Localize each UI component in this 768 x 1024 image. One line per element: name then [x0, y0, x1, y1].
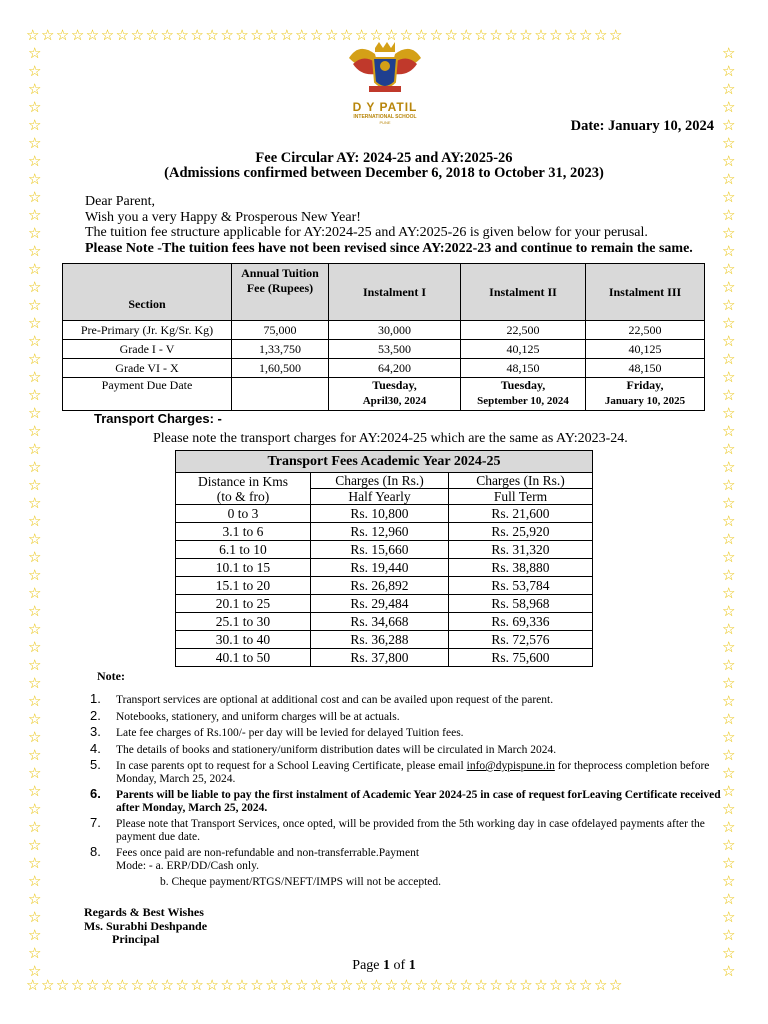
- page-number: Page 1 of 1: [352, 958, 416, 973]
- transport-heading: Transport Charges: -: [94, 411, 222, 426]
- email-link[interactable]: info@dypispune.in: [466, 760, 555, 772]
- star-border-top: ☆☆☆☆☆☆☆☆☆☆☆☆☆☆☆☆☆☆☆☆☆☆☆☆☆☆☆☆☆☆☆☆☆☆☆☆☆☆☆☆: [26, 26, 624, 44]
- regards: Regards & Best Wishes: [84, 905, 204, 919]
- intro: The tuition fee structure applicable for AY:2024-25 and AY:2025-26 is given below for your perusal.: [85, 225, 648, 240]
- list-item: 2. Notebooks, stationery, and uniform charges will be at actuals.: [90, 707, 400, 723]
- cell: 75,000: [232, 321, 329, 340]
- star-border-right: ☆ ☆ ☆ ☆ ☆ ☆ ☆ ☆ ☆ ☆ ☆ ☆ ☆ ☆ ☆ ☆ ☆ ☆ ☆ ☆ ☆ ☆ ☆ ☆ ☆ ☆ ☆ ☆ ☆ ☆ ☆ ☆ ☆ ☆ ☆ ☆ ☆ ☆ ☆ ☆ ☆ ☆ ☆ ☆ ☆ ☆ ☆ ☆ ☆ ☆ ☆ ☆: [722, 44, 736, 976]
- cell: 64,200: [329, 359, 461, 378]
- cell: 1,60,500: [232, 359, 329, 378]
- cell: 1,33,750: [232, 340, 329, 359]
- cell: 40,125: [461, 340, 586, 359]
- cell: Rs. 10,800: [311, 505, 449, 523]
- cell: Rs. 26,892: [311, 577, 449, 595]
- cell: 20.1 to 25: [176, 595, 311, 613]
- cell: 3.1 to 6: [176, 523, 311, 541]
- transport-fee-table: [175, 450, 593, 667]
- cell: Payment Due Date: [63, 378, 232, 411]
- cell: 15.1 to 20: [176, 577, 311, 595]
- logo-city: PUNE: [379, 120, 391, 125]
- cell: 30.1 to 40: [176, 631, 311, 649]
- cell: Rs. 31,320: [449, 541, 593, 559]
- greeting: Wish you a very Happy & Prosperous New Year!: [85, 209, 361, 225]
- col-instalment-2: Instalment II: [461, 264, 586, 321]
- cell: 30,000: [329, 321, 461, 340]
- col-half-yearly: Charges (In Rs.) Half Yearly: [311, 473, 449, 505]
- logo-subtitle: INTERNATIONAL SCHOOL: [353, 114, 417, 120]
- cell: Rs. 12,960: [311, 523, 449, 541]
- col-section: Section: [63, 264, 232, 321]
- circular-date: Date: January 10, 2024: [570, 118, 714, 134]
- cell: Rs. 37,800: [311, 649, 449, 667]
- signature-block: [84, 905, 207, 933]
- table-row: [176, 631, 593, 649]
- transport-note: Please note the transport charges for AY:2024-25 which are the same as AY:2023-24.: [153, 431, 628, 446]
- cell: Rs. 38,880: [449, 559, 593, 577]
- list-item: 4. The details of books and stationery/uniform distribution dates will be circulated in March 2024.: [90, 740, 557, 756]
- cell: Rs. 58,968: [449, 595, 593, 613]
- due-date-2: Tuesday, September 10, 2024: [461, 378, 586, 411]
- cell: Rs. 15,660: [311, 541, 449, 559]
- cell: Rs. 29,484: [311, 595, 449, 613]
- payment-due-row: [63, 378, 705, 411]
- crest-icon: [345, 40, 425, 102]
- cell: Grade VI - X: [63, 359, 232, 378]
- cell: 53,500: [329, 340, 461, 359]
- tuition-fee-table: [62, 263, 705, 411]
- cell: Rs. 69,336: [449, 613, 593, 631]
- col-distance: Distance in Kms (to & fro): [176, 473, 311, 505]
- table-row: [63, 321, 705, 340]
- cell: Rs. 36,288: [311, 631, 449, 649]
- cell: 10.1 to 15: [176, 559, 311, 577]
- transport-table-caption: Transport Fees Academic Year 2024-25: [176, 451, 593, 473]
- table-row: [176, 559, 593, 577]
- table-row: [176, 541, 593, 559]
- cell: Rs. 21,600: [449, 505, 593, 523]
- table-row: [176, 649, 593, 667]
- notes-heading: Note:: [97, 669, 125, 683]
- table-row: [176, 595, 593, 613]
- circular-subtitle: (Admissions confirmed between December 6, 2018 to October 31, 2023): [164, 165, 604, 181]
- table-row: [176, 613, 593, 631]
- list-item: 1. Transport services are optional at additional cost and can be availed upon request of the parent.: [90, 691, 554, 706]
- cell: 40,125: [586, 340, 705, 359]
- school-logo: [345, 40, 425, 124]
- due-date-3: Friday, January 10, 2025: [586, 378, 705, 411]
- cell: Rs. 25,920: [449, 523, 593, 541]
- cell: 48,150: [461, 359, 586, 378]
- list-item: 5. In case parents opt to request for a School Leaving Certificate, please email info@dypispune.in for theprocess completion before Monday, March 25, 2024.: [90, 757, 710, 785]
- star-border-left: ☆ ☆ ☆ ☆ ☆ ☆ ☆ ☆ ☆ ☆ ☆ ☆ ☆ ☆ ☆ ☆ ☆ ☆ ☆ ☆ ☆ ☆ ☆ ☆ ☆ ☆ ☆ ☆ ☆ ☆ ☆ ☆ ☆ ☆ ☆ ☆ ☆ ☆ ☆ ☆ ☆ ☆ ☆ ☆ ☆ ☆ ☆ ☆ ☆ ☆ ☆ ☆: [28, 44, 42, 976]
- cell: 48,150: [586, 359, 705, 378]
- cell: 22,500: [586, 321, 705, 340]
- cell: 6.1 to 10: [176, 541, 311, 559]
- cell: 22,500: [461, 321, 586, 340]
- list-item: 7. Please note that Transport Services, once opted, will be provided from the 5th working day in case ofdelayed payments after the payment due date.: [90, 815, 705, 843]
- star-border-bottom: ☆☆☆☆☆☆☆☆☆☆☆☆☆☆☆☆☆☆☆☆☆☆☆☆☆☆☆☆☆☆☆☆☆☆☆☆☆☆☆☆: [26, 976, 624, 994]
- due-date-1: Tuesday, April30, 2024: [329, 378, 461, 411]
- col-full-term: Charges (In Rs.) Full Term: [449, 473, 593, 505]
- signatory-name: Ms. Surabhi Deshpande: [84, 919, 208, 933]
- cell: Rs. 75,600: [449, 649, 593, 667]
- circular-title: Fee Circular AY: 2024-25 and AY:2025-26: [255, 150, 513, 166]
- signatory-title: Principal: [112, 932, 160, 946]
- cell: 0 to 3: [176, 505, 311, 523]
- table-row: [176, 577, 593, 595]
- table-row: [176, 505, 593, 523]
- table-row: [176, 523, 593, 541]
- cell: [232, 378, 329, 411]
- cell: Rs. 19,440: [311, 559, 449, 577]
- notes-list: [88, 691, 728, 893]
- cell: Rs. 34,668: [311, 613, 449, 631]
- col-instalment-3: Instalment III: [586, 264, 705, 321]
- list-item: 6. Parents will be liable to pay the first instalment of Academic Year 2024-25 in case of request forLeaving Certificate received after Monday, March 25, 2024.: [90, 786, 721, 814]
- col-instalment-1: Instalment I: [329, 264, 461, 321]
- col-annual-fee: Annual Tuition Fee (Rupees): [232, 264, 329, 321]
- cell: 25.1 to 30: [176, 613, 311, 631]
- cell: Rs. 53,784: [449, 577, 593, 595]
- please-note: Please Note -The tuition fees have not been revised since AY:2022-23 and continue to remain the same.: [85, 240, 693, 256]
- list-item: 8. Fees once paid are non-refundable and non-transferrable.Payment Mode: - a. ERP/DD/Cash only. b. Cheque payment/RTGS/NEFT/IMPS will not be accepted.: [90, 844, 442, 888]
- cell: Rs. 72,576: [449, 631, 593, 649]
- table-row: [63, 340, 705, 359]
- table-row: [63, 359, 705, 378]
- list-item: 3. Late fee charges of Rs.100/- per day will be levied for delayed Tuition fees.: [90, 724, 464, 739]
- logo-name: D Y PATIL: [352, 100, 418, 114]
- salutation: Dear Parent,: [85, 194, 155, 209]
- cell: 40.1 to 50: [176, 649, 311, 667]
- cell: Grade I - V: [63, 340, 232, 359]
- letter-body: [85, 194, 697, 256]
- cell: Pre-Primary (Jr. Kg/Sr. Kg): [63, 321, 232, 340]
